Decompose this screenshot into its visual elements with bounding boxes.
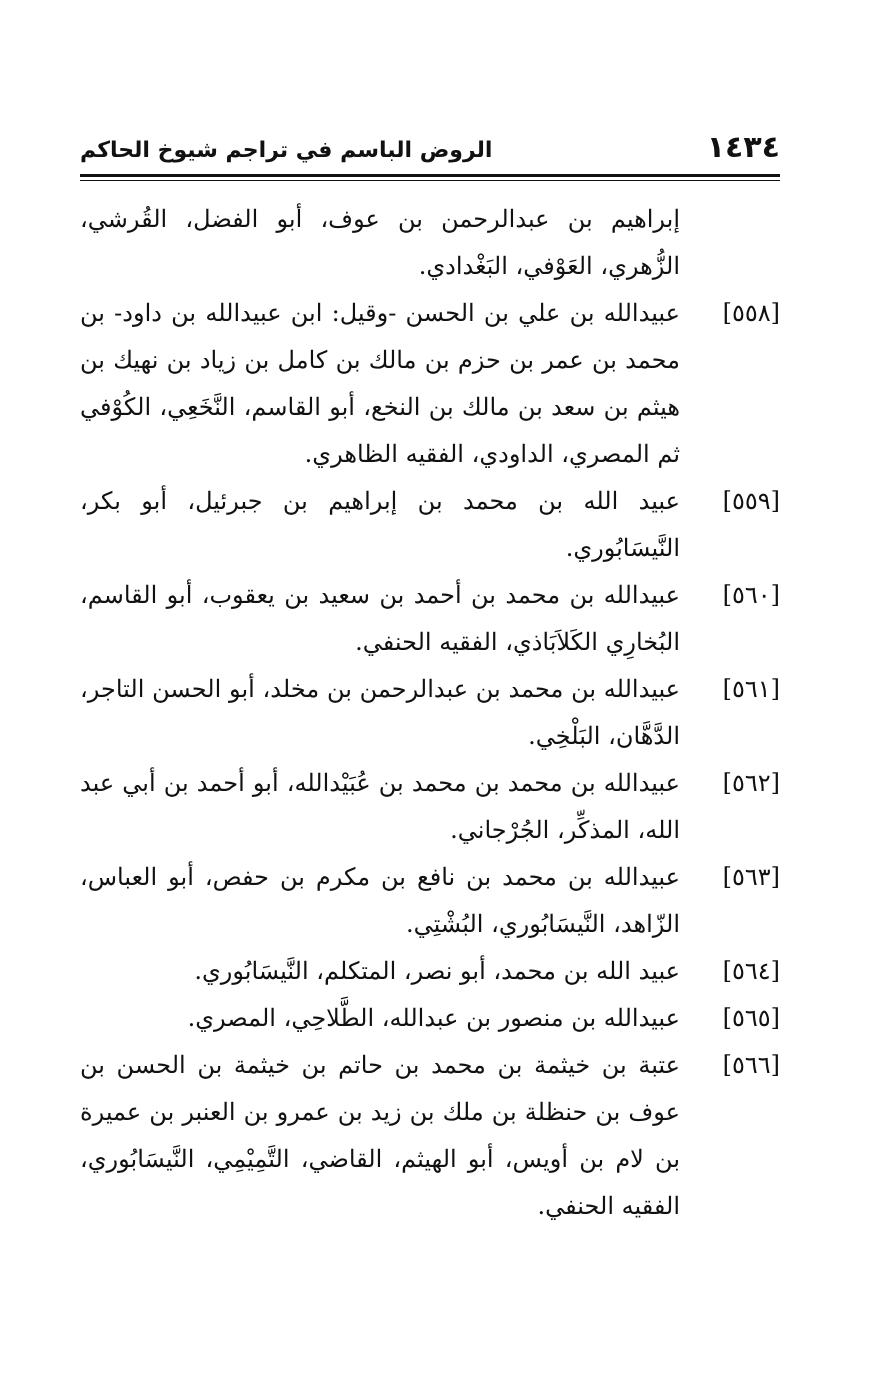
- biography-entry: [80, 760, 780, 854]
- entry-text: عبيدالله بن محمد بن أحمد بن سعيد بن يعقوب، أبو القاسم، البُخارِي الكَلاَبَاذي، الفقيه الحنفي.: [80, 581, 680, 656]
- header-rule-thick: [80, 174, 780, 177]
- biography-entry: [80, 1042, 780, 1230]
- entry-number: [٥٦١]: [722, 675, 780, 703]
- page-header: [80, 130, 780, 170]
- entry-text: عبيد الله بن محمد بن إبراهيم بن جبرئيل، أبو بكر، النَّيسَابُوري.: [80, 487, 680, 562]
- page-number: ١٤٣٤: [706, 130, 780, 165]
- continuation-paragraph: [80, 196, 780, 290]
- entry-text: عبيدالله بن منصور بن عبدالله، الطَّلاحِي، المصري.: [187, 1004, 680, 1032]
- entry-number: [٥٦٥]: [722, 1004, 780, 1032]
- biography-entry: [80, 948, 780, 995]
- biography-entry: [80, 666, 780, 760]
- entry-text: عبيدالله بن محمد بن نافع بن مكرم بن حفص، أبو العباس، الزّاهد، النَّيسَابُوري، البُشْتِي.: [80, 863, 680, 938]
- header-rule-thin: [80, 180, 780, 181]
- running-title: الروض الباسم في تراجم شيوخ الحاكم: [80, 138, 493, 163]
- entry-text: عبيدالله بن محمد بن محمد بن عُبَيْدالله، أبو أحمد بن أبي عبد الله، المذكِّر، الجُرْجاني.: [80, 769, 680, 844]
- entry-number: [٥٦٢]: [722, 769, 780, 797]
- entry-text: عبيدالله بن محمد بن عبدالرحمن بن مخلد، أبو الحسن التاجر، الدَّهَّان، البَلْخِي.: [80, 675, 680, 750]
- continuation-text: إبراهيم بن عبدالرحمن بن عوف، أبو الفضل، القُرشي، الزُّهري، العَوْفي، البَغْدادي.: [80, 205, 680, 280]
- biography-entry: [80, 995, 780, 1042]
- entry-text: عبيد الله بن محمد، أبو نصر، المتكلم، النَّيسَابُوري.: [194, 957, 680, 985]
- entry-number: [٥٥٨]: [722, 299, 780, 327]
- biography-entry: [80, 854, 780, 948]
- biography-entry: [80, 572, 780, 666]
- entry-number: [٥٦٣]: [722, 863, 780, 891]
- page-body: [80, 196, 780, 1230]
- entry-number: [٥٦٠]: [722, 581, 780, 609]
- entry-number: [٥٥٩]: [722, 487, 780, 515]
- entry-number: [٥٦٦]: [722, 1051, 780, 1079]
- entry-text: عبيدالله بن علي بن الحسن -وقيل: ابن عبيدالله بن داود- بن محمد بن عمر بن حزم بن مالك بن كامل بن زياد بن نهيك بن هيثم بن سعد بن مالك بن النخع، أبو القاسم، النَّخَعِي، الكُوْفي ثم المصري، الداودي، الفقيه الظاهري.: [80, 299, 680, 468]
- entry-number: [٥٦٤]: [722, 957, 780, 985]
- entry-text: عتبة بن خيثمة بن محمد بن حاتم بن خيثمة بن الحسن بن عوف بن حنظلة بن ملك بن زيد بن عمرو بن العنبر بن عميرة بن لام بن أويس، أبو الهيثم، القاضي، التَّمِيْمِي، النَّيسَابُوري، الفقيه الحنفي.: [80, 1051, 680, 1220]
- biography-entry: [80, 478, 780, 572]
- biography-entry: [80, 290, 780, 478]
